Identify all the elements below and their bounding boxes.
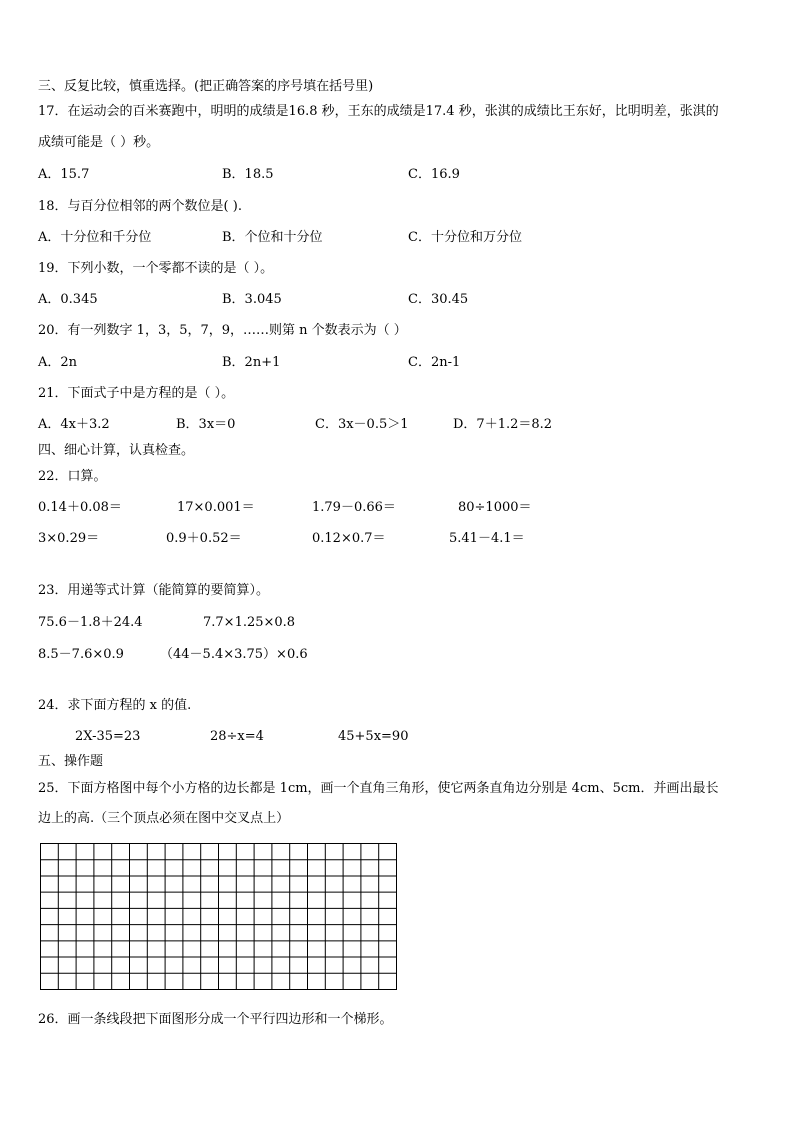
q20-option-c: C．2n-1: [408, 355, 461, 370]
q19-option-b: B．3.045: [222, 292, 282, 307]
q23-title: 23．用递等式计算（能简算的要简算）。: [38, 583, 270, 598]
q24-equation: 28÷x=4: [210, 729, 264, 744]
q18-option-b: B．个位和十分位: [222, 230, 323, 245]
q20-option-b: B．2n+1: [222, 355, 281, 370]
q22-item: 17×0.001＝: [177, 500, 255, 515]
q22-item: 5.41－4.1＝: [449, 531, 525, 546]
q26-text: 26．画一条线段把下面图形分成一个平行四边形和一个梯形。: [38, 1012, 393, 1027]
section4-heading: 四、细心计算，认真检查。: [38, 443, 195, 458]
q22-item: 3×0.29＝: [38, 531, 100, 546]
section5-heading: 五、操作题: [38, 754, 104, 769]
q19-option-a: A．0.345: [38, 292, 98, 307]
q22-item: 0.12×0.7＝: [312, 531, 386, 546]
q22-item: 80÷1000＝: [458, 500, 532, 515]
q19-option-c: C．30.45: [408, 292, 469, 307]
section3-heading: 三、反复比较，慎重选择。(把正确答案的序号填在括号里): [38, 79, 374, 94]
square-grid: [40, 843, 397, 990]
q22-item: 0.14＋0.08＝: [38, 500, 122, 515]
q17-line2: 成绩可能是（ ）秒。: [38, 135, 160, 150]
q20-option-a: A．2n: [38, 355, 78, 370]
q21-option-c: C．3x－0.5＞1: [315, 417, 409, 432]
q24-title: 24．求下面方程的 x 的值.: [38, 698, 192, 713]
q20-text: 20．有一列数字 1，3，5，7，9，……则第 n 个数表示为（ ）: [38, 323, 407, 338]
q18-option-a: A．十分位和千分位: [38, 230, 152, 245]
q22-item: 1.79－0.66＝: [312, 500, 396, 515]
q21-option-b: B．3x＝0: [176, 417, 236, 432]
q23-item: （44－5.4×3.75）×0.6: [160, 647, 308, 662]
q25-line2: 边上的高.（三个顶点必须在图中交叉点上）: [38, 811, 290, 826]
q25-line1: 25．下面方格图中每个小方格的边长都是 1cm，画一个直角三角形，使它两条直角边分别是 4cm、5cm．并画出最长: [38, 781, 719, 796]
q21-text: 21．下面式子中是方程的是（ ）。: [38, 386, 235, 401]
q17-line1: 17．在运动会的百米赛跑中，明明的成绩是16.8 秒，王东的成绩是17.4 秒，张淇的成绩比王东好，比明明差，张淇的: [38, 104, 719, 119]
q24-equation: 45+5x=90: [338, 729, 409, 744]
q23-item: 75.6－1.8＋24.4: [38, 615, 143, 630]
q22-title: 22．口算。: [38, 469, 107, 484]
q23-item: 8.5－7.6×0.9: [38, 647, 124, 662]
q24-equation: 2X-35=23: [75, 729, 141, 744]
q18-option-c: C．十分位和万分位: [408, 230, 522, 245]
q18-text: 18．与百分位相邻的两个数位是( ).: [38, 199, 242, 214]
q19-text: 19．下列小数，一个零都不读的是（ ）。: [38, 261, 274, 276]
q22-item: 0.9＋0.52＝: [166, 531, 242, 546]
q17-option-b: B．18.5: [222, 167, 274, 182]
q21-option-a: A．4x＋3.2: [38, 417, 110, 432]
q23-item: 7.7×1.25×0.8: [203, 615, 296, 630]
q21-option-d: D．7＋1.2＝8.2: [453, 417, 553, 432]
q17-option-a: A．15.7: [38, 167, 90, 182]
q17-option-c: C．16.9: [408, 167, 460, 182]
